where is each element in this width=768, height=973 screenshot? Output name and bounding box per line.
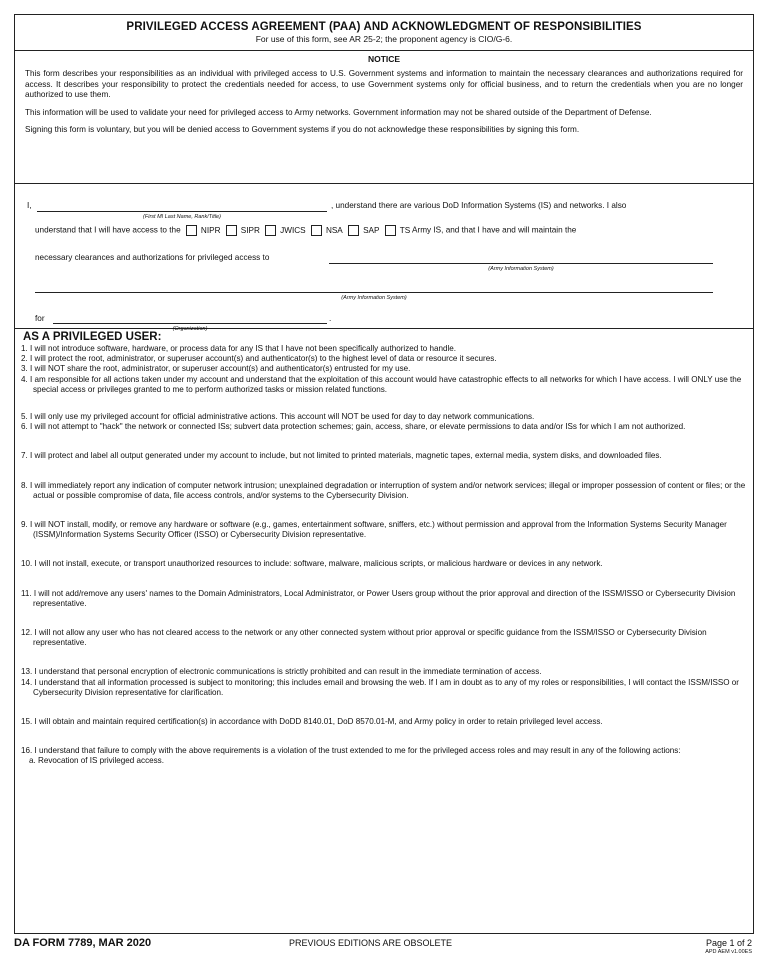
acknowledgment-fill-section: [15, 184, 753, 332]
sipr-label: SIPR: [240, 226, 260, 235]
system-caption-1: (Army Information System): [488, 266, 554, 272]
list-item: 12. I will not allow any user who has not cleared access to the network or any other connected system without prior approval or specific guidance from the ISSM/ISSO or Cybersecurity Division representative.: [21, 628, 707, 648]
nsa-label: NSA: [325, 226, 343, 235]
sap-checkbox[interactable]: [348, 225, 359, 236]
period: .: [329, 314, 332, 323]
form-footer: [14, 937, 754, 967]
list-item: 9. I will NOT install, modify, or remove any hardware or software (e.g., games, entertainment software, sniffers, etc.) without permission and approval from the Information Systems Security Manager (ISSM)/Information Systems Security Officer (ISSO) or Cybersecurity Division representative.: [21, 520, 727, 540]
clearances-text: necessary clearances and authorizations for privileged access to: [35, 253, 270, 262]
list-item: 15. I will obtain and maintain required certification(s) in accordance with DoDD 8140.01, DoD 8570.01-M, and Army policy in order to retain privileged level access.: [21, 717, 603, 727]
sipr-checkbox[interactable]: [226, 225, 237, 236]
list-item: 14. I understand that all information processed is subject to monitoring; this includes email and browsing the web. If I am in doubt as to any of my roles or responsibilities, I will contact the ISSM/ISSO or Cybersecurity Division representative for clarification.: [21, 677, 739, 697]
army-system-field-1[interactable]: [329, 263, 713, 264]
network-access-row: [35, 225, 576, 236]
list-item: 3. I will NOT share the root, administrator, or superuser account(s) and authenticator(s) entrusted for my use.: [21, 364, 411, 374]
list-item: 5. I will only use my privileged account for official administrative actions. This account will NOT be used for day to day network communications.: [21, 412, 535, 422]
notice-paragraph: This information will be used to validate your need for privileged access to Army networks. Government information may not be shared outside of the Department of Defense.: [25, 107, 652, 117]
list-item: 16. I understand that failure to comply with the above requirements is a violation of the trust extended to me for the privileged access roles and may result in any of the following actions:: [21, 746, 681, 756]
privileged-user-section: [15, 329, 753, 932]
list-item: 1. I will not introduce software, hardware, or process data for any IS that I have not been specifically authorized to handle.: [21, 344, 457, 353]
obsolete-notice: PREVIOUS EDITIONS ARE OBSOLETE: [289, 938, 453, 948]
form-subtitle: For use of this form, see AR 25-2; the proponent agency is CIO/G-6.: [255, 34, 513, 44]
list-item: 4. I am responsible for all actions taken under my account and understand that the exploitation of this account would have catastrophic effects to all networks for which I have access. I will ONLY use the special access or privileges granted to me to perform authorized tasks or mission related functions.: [21, 374, 742, 394]
sap-label: SAP: [363, 226, 380, 235]
ts-label: TS: [399, 226, 411, 235]
access-text: understand that I will have access to the: [35, 225, 181, 235]
name-field[interactable]: [37, 211, 327, 212]
list-subitem: a. Revocation of IS privileged access.: [29, 756, 164, 766]
army-system-field-2[interactable]: [35, 292, 713, 293]
list-item: 8. I will immediately report any indication of computer network intrusion; unexplained degradation or interruption of system and/or network services; illegal or improper possession of content or files; or the actual or possible compromise of data, file access controls, and/or systems to the Cybersecurity Division.: [21, 480, 746, 500]
notice-section: [15, 51, 753, 184]
understand-text: , understand there are various DoD Information Systems (IS) and networks. I also: [331, 201, 627, 210]
jwics-checkbox[interactable]: [265, 225, 276, 236]
after-checkboxes-text: Army IS, and that I have and will maintain the: [412, 225, 577, 235]
nipr-label: NIPR: [200, 226, 221, 235]
version-label: APD AEM v1.00ES: [705, 949, 752, 955]
privileged-user-heading: AS A PRIVILEGED USER:: [23, 331, 162, 343]
list-item: 10. I will not install, execute, or transport unauthorized resources to include: software, malware, malicious scripts, or malicious hardware or devices in any network.: [21, 559, 603, 569]
notice-heading: NOTICE: [367, 54, 401, 64]
nipr-checkbox[interactable]: [186, 225, 197, 236]
i-label: I,: [27, 201, 32, 210]
form-header: [15, 15, 753, 51]
ts-checkbox[interactable]: [385, 225, 396, 236]
notice-paragraph: This form describes your responsibilities as an individual with privileged access to U.S. Government systems and information to maintain the necessary clearances and authorizations required for access. It describes your responsibility to protect the credentials needed for access, to use Government systems only for official business, and to return the credentials when you are no longer authorized to use them.: [25, 69, 743, 100]
jwics-label: JWICS: [280, 226, 306, 235]
list-item: 6. I will not attempt to "hack" the network or connected ISs; subvert data protection schemes; gain, access, share, or elevate permissions to data and/or ISs for which I am not authorized.: [21, 422, 686, 432]
list-item: 11. I will not add/remove any users' names to the Domain Administrators, Local Administrator, or Power Users group without the prior approval and direction of the ISSM/ISSO or Cybersecurity Division representative.: [21, 588, 736, 608]
system-caption-2: (Army Information System): [341, 295, 407, 301]
form-page: [14, 14, 754, 934]
form-title: PRIVILEGED ACCESS AGREEMENT (PAA) AND ACKNOWLEDGMENT OF RESPONSIBILITIES: [126, 21, 642, 33]
organization-field[interactable]: [53, 323, 327, 324]
name-caption: (First MI Last Name, Rank/Title): [143, 214, 221, 220]
nsa-checkbox[interactable]: [311, 225, 322, 236]
list-item: 13. I understand that personal encryption of electronic communications is strictly prohibited and can result in the immediate termination of access.: [21, 667, 542, 677]
list-item: 7. I will protect and label all output generated under my account to include, but not limited to printed materials, magnetic tapes, external media, system disks, and downloaded files.: [21, 451, 662, 461]
notice-paragraph: Signing this form is voluntary, but you will be denied access to Government systems if you do not acknowledge these responsibilities by signing this form.: [25, 125, 580, 135]
form-id: DA FORM 7789, MAR 2020: [14, 937, 152, 949]
page-number: Page 1 of 2: [705, 938, 752, 948]
list-item: 2. I will protect the root, administrator, or superuser account(s) and authenticator(s) to the highest level of data or resource it secures.: [21, 354, 497, 364]
organization-caption: (Organization): [172, 326, 208, 332]
for-label: for: [35, 314, 45, 323]
